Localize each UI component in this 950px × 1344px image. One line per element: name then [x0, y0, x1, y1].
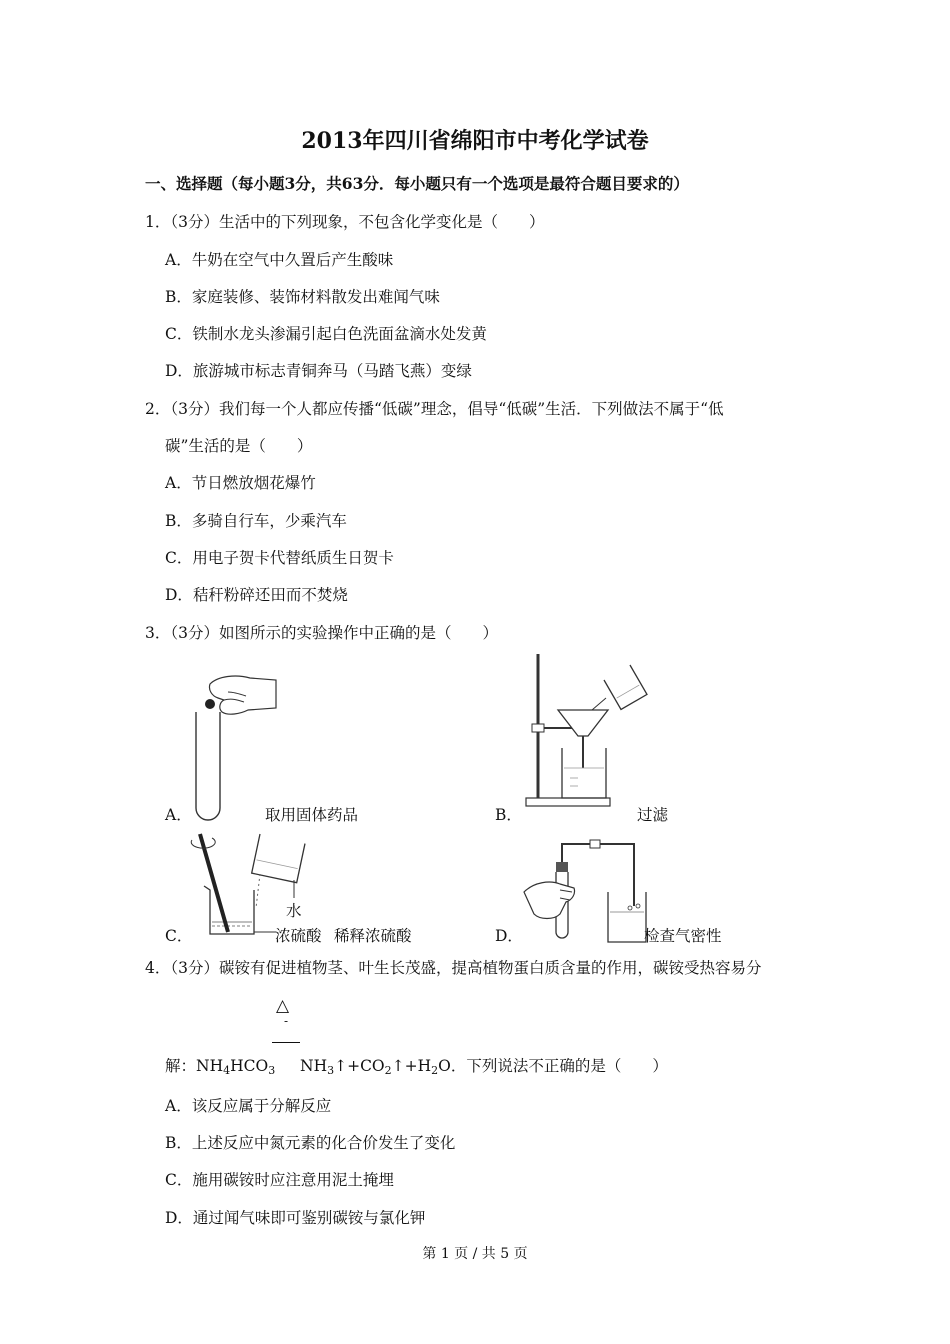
q3-option-a-caption: 取用固体药品 — [265, 806, 359, 824]
q4-stem: 4．（3分）碳铵有促进植物茎、叶生长茂盛，提高植物蛋白质含量的作用，碳铵受热容易分 — [145, 959, 762, 977]
q4-dash: - — [284, 1014, 289, 1028]
q3-option-b-caption: 过滤 — [637, 806, 669, 824]
q1-stem: 1．（3分）生活中的下列现象，不包含化学变化是（ ） — [145, 213, 545, 231]
q3-option-a-letter: A． — [165, 806, 192, 824]
q4-eq-prefix: 解：NH — [165, 1057, 224, 1075]
q1-option-b: B．家庭装修、装饰材料散发出难闻气味 — [165, 288, 440, 306]
q3-option-b-letter: B． — [495, 806, 522, 824]
q4-option-d: D．通过闻气味即可鉴别碳铵与氯化钾 — [165, 1209, 426, 1227]
q3-option-c-caption: 稀释浓硫酸 — [334, 927, 412, 945]
q4-option-b: B．上述反应中氮元素的化合价发生了变化 — [165, 1134, 456, 1152]
q2-option-b: B．多骑自行车，少乘汽车 — [165, 512, 347, 530]
q1-option-a: A．牛奶在空气中久置后产生酸味 — [165, 251, 394, 269]
page-footer: 第 1 页 / 共 5 页 — [422, 1246, 528, 1262]
q3-stem: 3．（3分）如图所示的实验操作中正确的是（ ） — [145, 624, 498, 642]
q3-option-c-letter: C． — [165, 927, 193, 945]
q4-eq-prod3: ↑+H — [391, 1057, 432, 1075]
q3-c-acid-label: 浓硫酸 — [275, 927, 322, 945]
q4-eq-prod1: NH — [300, 1057, 328, 1075]
q4-equation-products — [300, 1056, 668, 1081]
q2-option-c: C．用电子贺卡代替纸质生日贺卡 — [165, 549, 394, 567]
q2-option-d: D．秸秆粉碎还田而不焚烧 — [165, 586, 348, 604]
q4-eq-sub1: 4 — [223, 1064, 231, 1077]
figure-a-test-tube — [188, 672, 278, 822]
q4-heat-symbol: △ — [276, 996, 290, 1016]
q4-eq-sub5: 2 — [431, 1064, 439, 1077]
q2-stem-line1: 2．（3分）我们每一个人都应传播“低碳”理念，倡导“低碳”生活．下列做法不属于“低 — [145, 400, 724, 418]
q2-stem-line2: 碳”生活的是（ ） — [165, 437, 313, 455]
figure-b-filtration — [522, 652, 652, 812]
q4-reaction-bar — [272, 1042, 300, 1043]
q4-option-a: A．该反应属于分解反应 — [165, 1097, 332, 1115]
q3-option-d-letter: D． — [495, 927, 523, 945]
q4-eq-sub4: 2 — [384, 1064, 392, 1077]
q4-eq-sub2: 3 — [268, 1064, 276, 1077]
q4-eq-sub3: 3 — [327, 1064, 335, 1077]
q4-eq-mid1: HCO — [230, 1057, 269, 1075]
q4-eq-tail: O．下列说法不正确的是（ ） — [438, 1057, 668, 1075]
q4-eq-prod2: ↑+CO — [334, 1057, 385, 1075]
q1-option-d: D．旅游城市标志青铜奔马（马踏飞燕）变绿 — [165, 362, 472, 380]
q4-option-c: C．施用碳铵时应注意用泥土掩埋 — [165, 1171, 394, 1189]
q2-option-a: A．节日燃放烟花爆竹 — [165, 474, 316, 492]
q3-c-water-label: 水 — [286, 902, 302, 920]
figure-d-airtightness — [520, 836, 655, 946]
q3-option-d-caption: 检查气密性 — [644, 927, 722, 945]
page-title: 2013年四川省绵阳市中考化学试卷 — [301, 128, 649, 154]
section-heading: 一、选择题（每小题3分，共63分．每小题只有一个选项是最符合题目要求的） — [145, 174, 689, 193]
q4-equation — [165, 1056, 275, 1081]
q1-option-c: C．铁制水龙头渗漏引起白色洗面盆滴水处发黄 — [165, 325, 487, 343]
